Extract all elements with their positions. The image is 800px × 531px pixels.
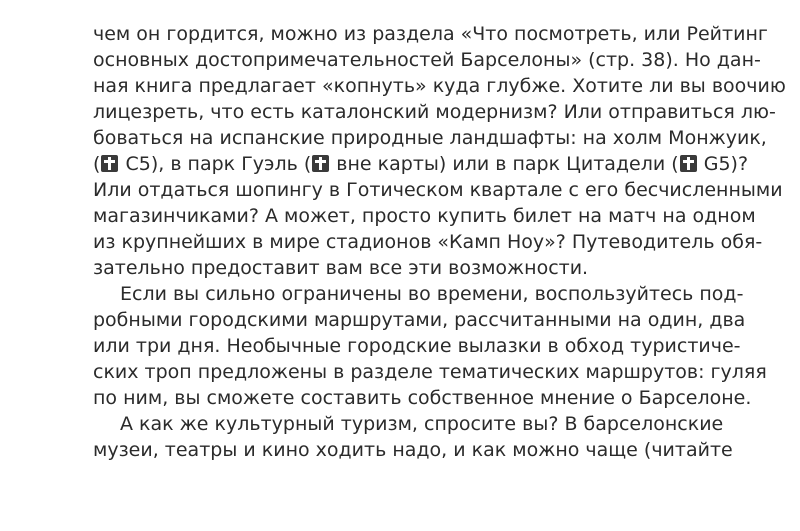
text-line: лицезреть, что есть каталонский модернизм? Или отправиться лю-	[93, 101, 776, 123]
text-line: музеи, театры и кино ходить надо, и как можно чаще (читайте	[93, 439, 733, 461]
text-line: Или отдаться шопингу в Готическом квартале с его бесчисленными	[93, 179, 783, 201]
text-line: по ним, вы сможете составить собственное мнение о Барселоне.	[93, 387, 752, 409]
text-line: из крупнейших в мире стадионов «Камп Ноу»? Путеводитель обя-	[93, 231, 763, 253]
text-line: основных достопримечательностей Барселоны» (стр. 38). Но дан-	[93, 49, 761, 71]
text-line: А как же культурный туризм, спросите вы? В барселонские	[120, 413, 724, 435]
text-fragment: C5), в парк Гуэль (	[125, 153, 312, 175]
map-grid-icon	[101, 155, 118, 172]
map-grid-icon	[312, 155, 329, 172]
text-line: чем он гордится, можно из раздела «Что посмотреть, или Рейтинг	[93, 23, 768, 45]
text-fragment: G5)?	[703, 153, 749, 175]
text-fragment: вне карты) или в парк Цитадели (	[336, 153, 679, 175]
text-line: ских троп предложены в разделе тематических маршрутов: гуляя	[93, 361, 767, 383]
text-fragment: (	[93, 153, 101, 175]
text-line: боваться на испанские природные ландшафты: на холм Монжуик,	[93, 127, 767, 149]
text-line: или три дня. Необычные городские вылазки в обход туристиче-	[93, 335, 741, 357]
text-line: зательно предоставит вам все эти возможности.	[93, 257, 589, 279]
map-grid-icon	[680, 155, 697, 172]
text-line: робными городскими маршрутами, рассчитанными на один, два	[93, 309, 746, 331]
text-line: Если вы сильно ограничены во времени, воспользуйтесь под-	[120, 283, 744, 305]
text-line-with-map-refs	[93, 152, 749, 177]
text-line: магазинчиками? А может, просто купить билет на матч на одном	[93, 205, 756, 227]
text-line: ная книга предлагает «копнуть» куда глубже. Хотите ли вы воочию	[93, 75, 786, 97]
